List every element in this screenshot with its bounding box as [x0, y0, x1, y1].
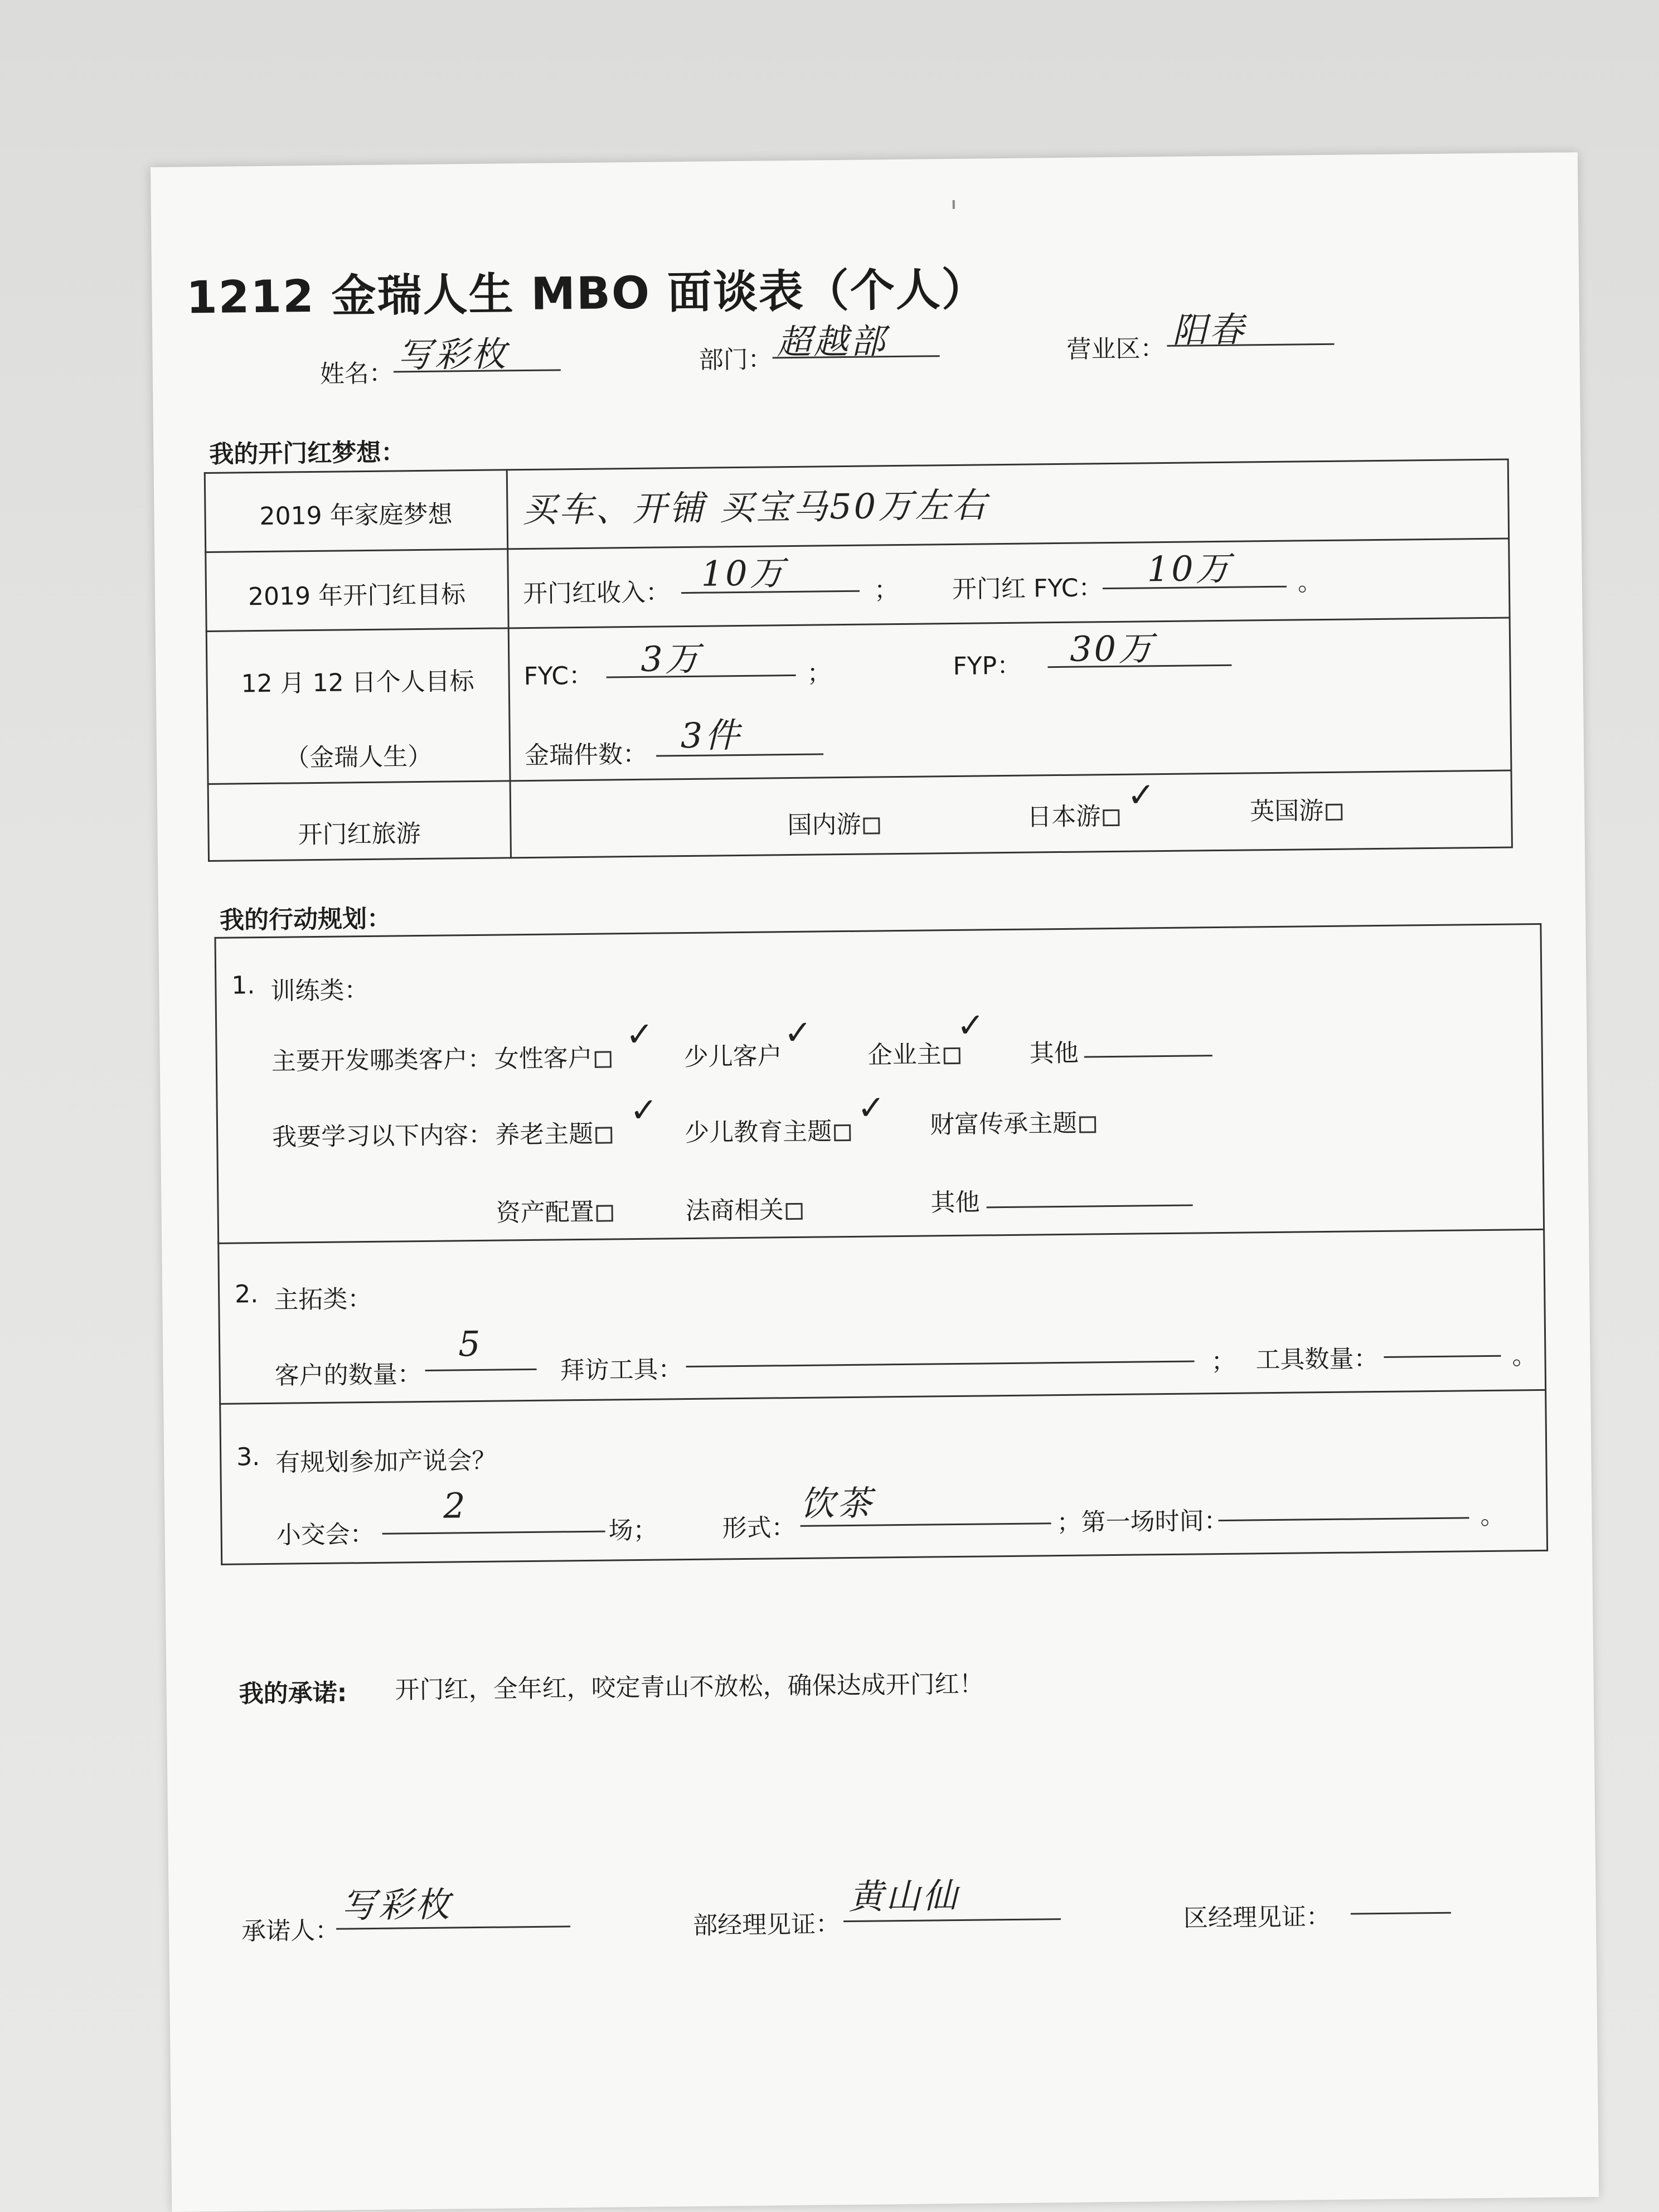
clients-value: 5: [458, 1323, 483, 1365]
dev-children-text: 少儿客户: [683, 1042, 783, 1072]
fyc-value: 10万: [1147, 547, 1233, 590]
paper-mark: [953, 200, 955, 209]
dev-owner-text: 企业主: [867, 1040, 942, 1070]
learn-option-children-edu[interactable]: [685, 1111, 851, 1148]
form-type-value: 饮茶: [799, 1482, 874, 1524]
section3-number: 3.: [236, 1443, 260, 1472]
dept-manager-signature: 黄山仙: [848, 1875, 959, 1918]
small-meeting-value: 2: [443, 1485, 468, 1526]
travel-japan-text: 日本游: [1027, 802, 1101, 832]
fyc2-value: 3万: [640, 638, 702, 680]
tools-label: 拜访工具：: [560, 1355, 683, 1385]
kaimen-target-label: 2019 年开门红目标: [248, 580, 466, 612]
promisor-label: 承诺人：: [241, 1916, 340, 1946]
travel-uk-option[interactable]: [1250, 790, 1343, 827]
first-time-underline: [1218, 1516, 1469, 1521]
learn-children-edu-text: 少儿教育主题: [684, 1117, 832, 1148]
income-label: 开门红收入：: [522, 578, 671, 609]
first-time-period: 。: [1480, 1501, 1505, 1531]
checkbox-japan[interactable]: [1103, 809, 1119, 826]
promise-text: 开门红，全年红，咬定青山不放松，确保达成开门红！: [395, 1670, 984, 1705]
check-mark-icon: ✓: [783, 1013, 812, 1053]
learn-option-law[interactable]: [685, 1190, 803, 1226]
section1-title: 训练类：: [270, 976, 369, 1006]
dev-option-children[interactable]: [683, 1036, 782, 1073]
learn-option-wealth[interactable]: [930, 1103, 1097, 1140]
learn-option-pension[interactable]: [495, 1113, 613, 1150]
dev-option-owner[interactable]: [867, 1034, 961, 1071]
tool-count-period: 。: [1512, 1342, 1537, 1371]
name-value: 写彩枚: [397, 333, 508, 376]
check-mark-icon: ✓: [625, 1015, 654, 1055]
area-manager-underline: [1351, 1911, 1451, 1915]
small-meeting-label: 小交会：: [276, 1520, 375, 1550]
tools-underline: [686, 1360, 1195, 1368]
checkbox-dev-women[interactable]: [595, 1051, 612, 1068]
personal-target-label-2: （金瑞人生）: [284, 742, 433, 773]
fyc-period: 。: [1297, 568, 1323, 597]
fyc2-semicolon: ；: [807, 659, 832, 688]
checkbox-learn-pension[interactable]: [595, 1127, 612, 1143]
form-type-label: 形式：: [722, 1514, 796, 1543]
tool-count-label: 工具数量：: [1255, 1345, 1379, 1375]
fyp-value: 30万: [1069, 628, 1156, 670]
travel-uk-text: 英国游: [1249, 797, 1324, 826]
learn-asset-text: 资产配置: [496, 1197, 594, 1228]
area-manager-label: 区经理见证：: [1183, 1903, 1331, 1933]
learn-other-underline: [987, 1204, 1193, 1209]
clients-label: 客户的数量：: [274, 1360, 422, 1390]
checkbox-dev-owner[interactable]: [944, 1047, 961, 1064]
check-mark-icon: ✓: [1127, 775, 1156, 815]
checkbox-learn-wealth[interactable]: [1079, 1116, 1096, 1133]
area-value: 阳春: [1172, 309, 1246, 351]
section2-title: 主拓类：: [274, 1284, 372, 1314]
checkbox-learn-law[interactable]: [786, 1203, 803, 1220]
tools-semicolon: ；: [1211, 1347, 1236, 1376]
fyc2-label: FYC：: [523, 661, 594, 691]
learn-law-text: 法商相关: [685, 1196, 784, 1226]
travel-japan-option[interactable]: [1027, 796, 1120, 833]
promise-label: 我的承诺:: [239, 1679, 347, 1709]
section3-title: 有规划参加产说会？: [275, 1446, 497, 1477]
learn-wealth-text: 财富传承主题: [929, 1109, 1078, 1139]
dev-option-other: 其他: [1029, 1039, 1079, 1068]
first-time-label: ；第一场时间：: [1056, 1506, 1229, 1537]
dream-table: [151, 152, 1578, 167]
count-label: 金瑞件数：: [524, 740, 648, 770]
dev-option-women[interactable]: [494, 1037, 612, 1074]
family-dream-value: 买车、开铺 买宝马50万左右: [522, 484, 989, 531]
travel-domestic-option[interactable]: [787, 804, 880, 841]
area-label: 营业区：: [1066, 334, 1165, 364]
income-semicolon: ；: [874, 575, 899, 605]
form-title: 1212 金瑞人生 MBO 面谈表（个人）: [186, 263, 988, 324]
learn-option-asset[interactable]: [496, 1191, 613, 1228]
paper-form: [151, 152, 1599, 2212]
small-meeting-unit: 场；: [608, 1516, 658, 1545]
section2-number: 2.: [234, 1280, 259, 1309]
check-mark-icon: ✓: [629, 1090, 658, 1131]
dev-women-text: 女性客户: [494, 1044, 593, 1074]
travel-domestic-text: 国内游: [787, 810, 861, 840]
fyp-label: FYP：: [953, 651, 1022, 681]
dept-label: 部门：: [698, 345, 773, 375]
travel-label: 开门红旅游: [298, 819, 421, 850]
plan-heading: 我的行动规划：: [219, 904, 392, 935]
tool-count-underline: [1384, 1354, 1501, 1358]
promisor-signature: 写彩枚: [341, 1884, 453, 1926]
dept-manager-label: 部经理见证：: [692, 1910, 841, 1940]
checkbox-learn-asset[interactable]: [596, 1205, 613, 1221]
count-value: 3件: [680, 714, 742, 756]
checkbox-domestic[interactable]: [863, 817, 880, 834]
fyc-label: 开门红 FYC：: [952, 574, 1103, 604]
learn-pension-text: 养老主题: [494, 1119, 594, 1149]
family-dream-label: 2019 年家庭梦想: [259, 500, 453, 531]
personal-target-label-1: 12 月 12 日个人目标: [241, 667, 474, 698]
dev-other-underline: [1084, 1054, 1212, 1058]
name-label: 姓名：: [319, 359, 394, 389]
income-value: 10万: [701, 552, 787, 594]
clients-underline: [425, 1367, 537, 1371]
dream-heading: 我的开门红梦想：: [209, 438, 406, 469]
dept-value: 超越部: [776, 321, 887, 363]
checkbox-uk[interactable]: [1326, 804, 1342, 821]
check-mark-icon: ✓: [956, 1006, 985, 1045]
checkbox-learn-children-edu[interactable]: [834, 1124, 851, 1141]
learn-label: 我要学习以下内容：: [271, 1120, 493, 1152]
plan-table: [151, 152, 1578, 167]
dev-label: 主要开发哪类客户：: [271, 1045, 493, 1076]
check-mark-icon: ✓: [857, 1088, 886, 1128]
small-meeting-underline: [382, 1530, 605, 1535]
section1-number: 1.: [231, 971, 255, 1000]
learn-option-other: 其他: [930, 1188, 980, 1217]
